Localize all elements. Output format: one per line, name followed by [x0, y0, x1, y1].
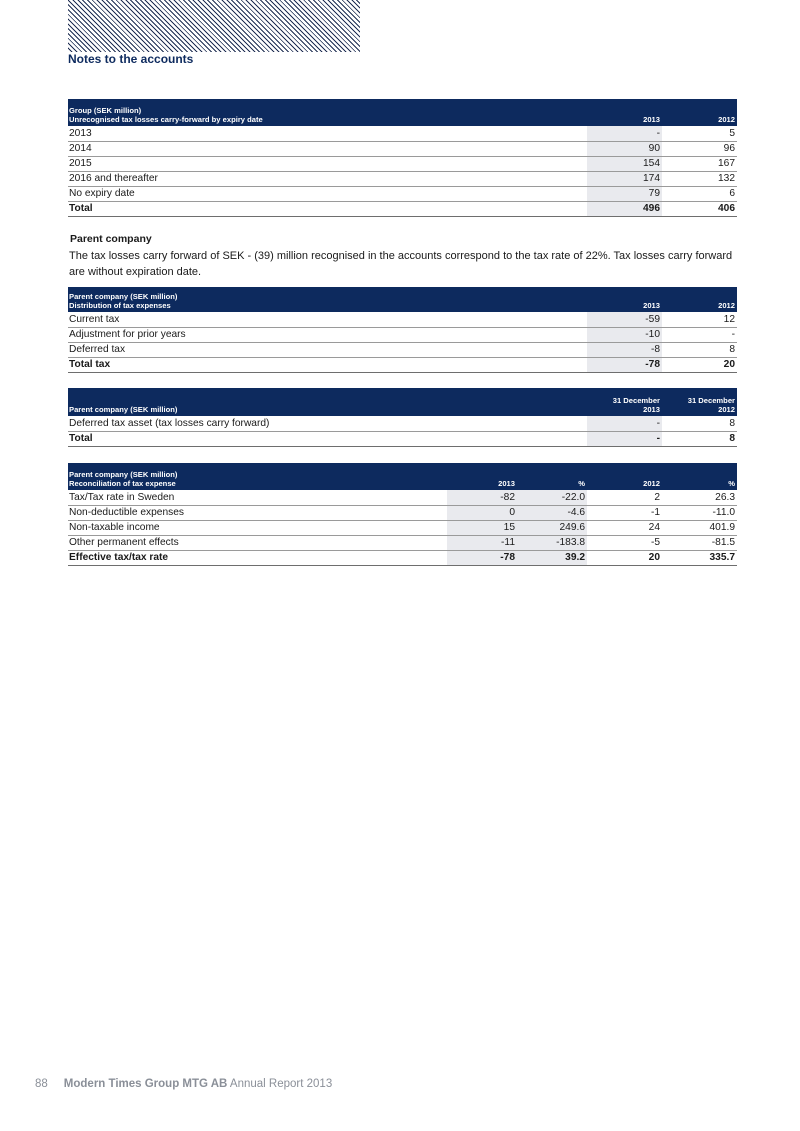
column-header: [662, 388, 737, 416]
column-header: 2012: [587, 463, 662, 490]
total-row: [68, 201, 737, 216]
value-cell: -82: [447, 490, 517, 505]
table-row: [68, 186, 737, 201]
row-label: Tax/Tax rate in Sweden: [68, 490, 447, 505]
table-subtitle: Unrecognised tax losses carry-forward by expiry date: [69, 115, 263, 124]
value-cell: -22.0: [517, 490, 587, 505]
value-cell: 90: [587, 141, 662, 156]
table-row: [68, 171, 737, 186]
table-row: [68, 156, 737, 171]
row-label: 2013: [68, 126, 587, 141]
table-title: Parent company (SEK million): [69, 292, 178, 301]
value-cell: -11: [447, 535, 517, 550]
row-label: 2016 and thereafter: [68, 171, 587, 186]
table-header-row: [68, 463, 737, 490]
value-cell: -81.5: [662, 535, 737, 550]
row-label: Non-deductible expenses: [68, 505, 447, 520]
table-header-row: [68, 99, 737, 126]
table-row: [68, 505, 737, 520]
column-header: 2012: [662, 99, 737, 126]
value-cell: 8: [662, 416, 737, 431]
table-header-row: [68, 287, 737, 312]
column-header: %: [517, 463, 587, 490]
table-row: [68, 141, 737, 156]
value-cell: -8: [587, 342, 662, 357]
page-number: 88: [35, 1078, 48, 1090]
tax-expenses-table: [68, 287, 737, 373]
row-label: 2014: [68, 141, 587, 156]
paragraph: The tax losses carry forward of SEK - (39) million recognised in the accounts correspond to the tax rate of 22%. Tax losses carry forward are without expiration date.: [69, 250, 733, 278]
value-cell: -: [662, 327, 737, 342]
table-header-label: [68, 99, 587, 126]
table-row: [68, 126, 737, 141]
total-row: [68, 431, 737, 446]
table-subtitle: Distribution of tax expenses: [69, 301, 171, 310]
value-cell: -78: [447, 550, 517, 565]
table-header-label: [68, 463, 447, 490]
table-row: [68, 327, 737, 342]
total-row: [68, 550, 737, 565]
column-header-line: 31 December: [612, 396, 660, 405]
value-cell: 79: [587, 186, 662, 201]
value-cell: 26.3: [662, 490, 737, 505]
value-cell: 39.2: [517, 550, 587, 565]
value-cell: 401.9: [662, 520, 737, 535]
tax-reconciliation-table: [68, 463, 737, 566]
column-header: 2013: [447, 463, 517, 490]
value-cell: 2: [587, 490, 662, 505]
column-header: 2012: [662, 287, 737, 312]
row-label: Effective tax/tax rate: [68, 550, 447, 565]
tax-losses-table: [68, 99, 737, 217]
row-label: Total: [68, 201, 587, 216]
table-title: Parent company (SEK million): [68, 388, 587, 416]
row-label: Deferred tax: [68, 342, 587, 357]
row-label: Non-taxable income: [68, 520, 447, 535]
column-header: %: [662, 463, 737, 490]
value-cell: 249.6: [517, 520, 587, 535]
value-cell: 6: [662, 186, 737, 201]
row-label: No expiry date: [68, 186, 587, 201]
decorative-hatch-pattern: [68, 0, 360, 52]
table-subtitle: Reconciliation of tax expense: [69, 479, 176, 488]
table-header-row: [68, 388, 737, 416]
value-cell: 496: [587, 201, 662, 216]
value-cell: 154: [587, 156, 662, 171]
table-row: [68, 535, 737, 550]
column-header: 2013: [587, 287, 662, 312]
value-cell: -59: [587, 312, 662, 327]
value-cell: -1: [587, 505, 662, 520]
row-label: Total: [68, 431, 587, 446]
page-footer: [35, 1078, 332, 1090]
deferred-tax-asset-table: [68, 388, 737, 447]
row-label: Total tax: [68, 357, 587, 372]
row-label: Other permanent effects: [68, 535, 447, 550]
value-cell: 8: [662, 342, 737, 357]
value-cell: 406: [662, 201, 737, 216]
column-header-line: 2013: [643, 405, 660, 414]
value-cell: 0: [447, 505, 517, 520]
value-cell: -: [587, 126, 662, 141]
table-row: [68, 312, 737, 327]
row-label: Deferred tax asset (tax losses carry forward): [68, 416, 587, 431]
value-cell: -4.6: [517, 505, 587, 520]
value-cell: 24: [587, 520, 662, 535]
table-row: [68, 490, 737, 505]
value-cell: 96: [662, 141, 737, 156]
value-cell: 8: [662, 431, 737, 446]
table-title: Parent company (SEK million): [69, 470, 178, 479]
section-heading: Parent company: [70, 233, 152, 245]
value-cell: 167: [662, 156, 737, 171]
value-cell: 20: [587, 550, 662, 565]
value-cell: -5: [587, 535, 662, 550]
value-cell: -: [587, 431, 662, 446]
value-cell: -11.0: [662, 505, 737, 520]
table-row: [68, 416, 737, 431]
column-header-line: 31 December: [687, 396, 735, 405]
table-row: [68, 342, 737, 357]
value-cell: 12: [662, 312, 737, 327]
value-cell: -10: [587, 327, 662, 342]
company-name: Modern Times Group MTG AB: [63, 1078, 228, 1090]
value-cell: -183.8: [517, 535, 587, 550]
value-cell: -: [587, 416, 662, 431]
value-cell: 335.7: [662, 550, 737, 565]
row-label: Adjustment for prior years: [68, 327, 587, 342]
table-row: [68, 520, 737, 535]
page-title: Notes to the accounts: [68, 52, 194, 66]
table-header-label: [68, 287, 587, 312]
column-header-line: 2012: [718, 405, 735, 414]
value-cell: 15: [447, 520, 517, 535]
total-row: [68, 357, 737, 372]
row-label: 2015: [68, 156, 587, 171]
value-cell: 132: [662, 171, 737, 186]
value-cell: 174: [587, 171, 662, 186]
row-label: Current tax: [68, 312, 587, 327]
column-header: [587, 388, 662, 416]
table-title: Group (SEK million): [69, 106, 142, 115]
value-cell: 5: [662, 126, 737, 141]
report-name: Annual Report 2013: [229, 1078, 333, 1090]
column-header: 2013: [587, 99, 662, 126]
value-cell: -78: [587, 357, 662, 372]
value-cell: 20: [662, 357, 737, 372]
